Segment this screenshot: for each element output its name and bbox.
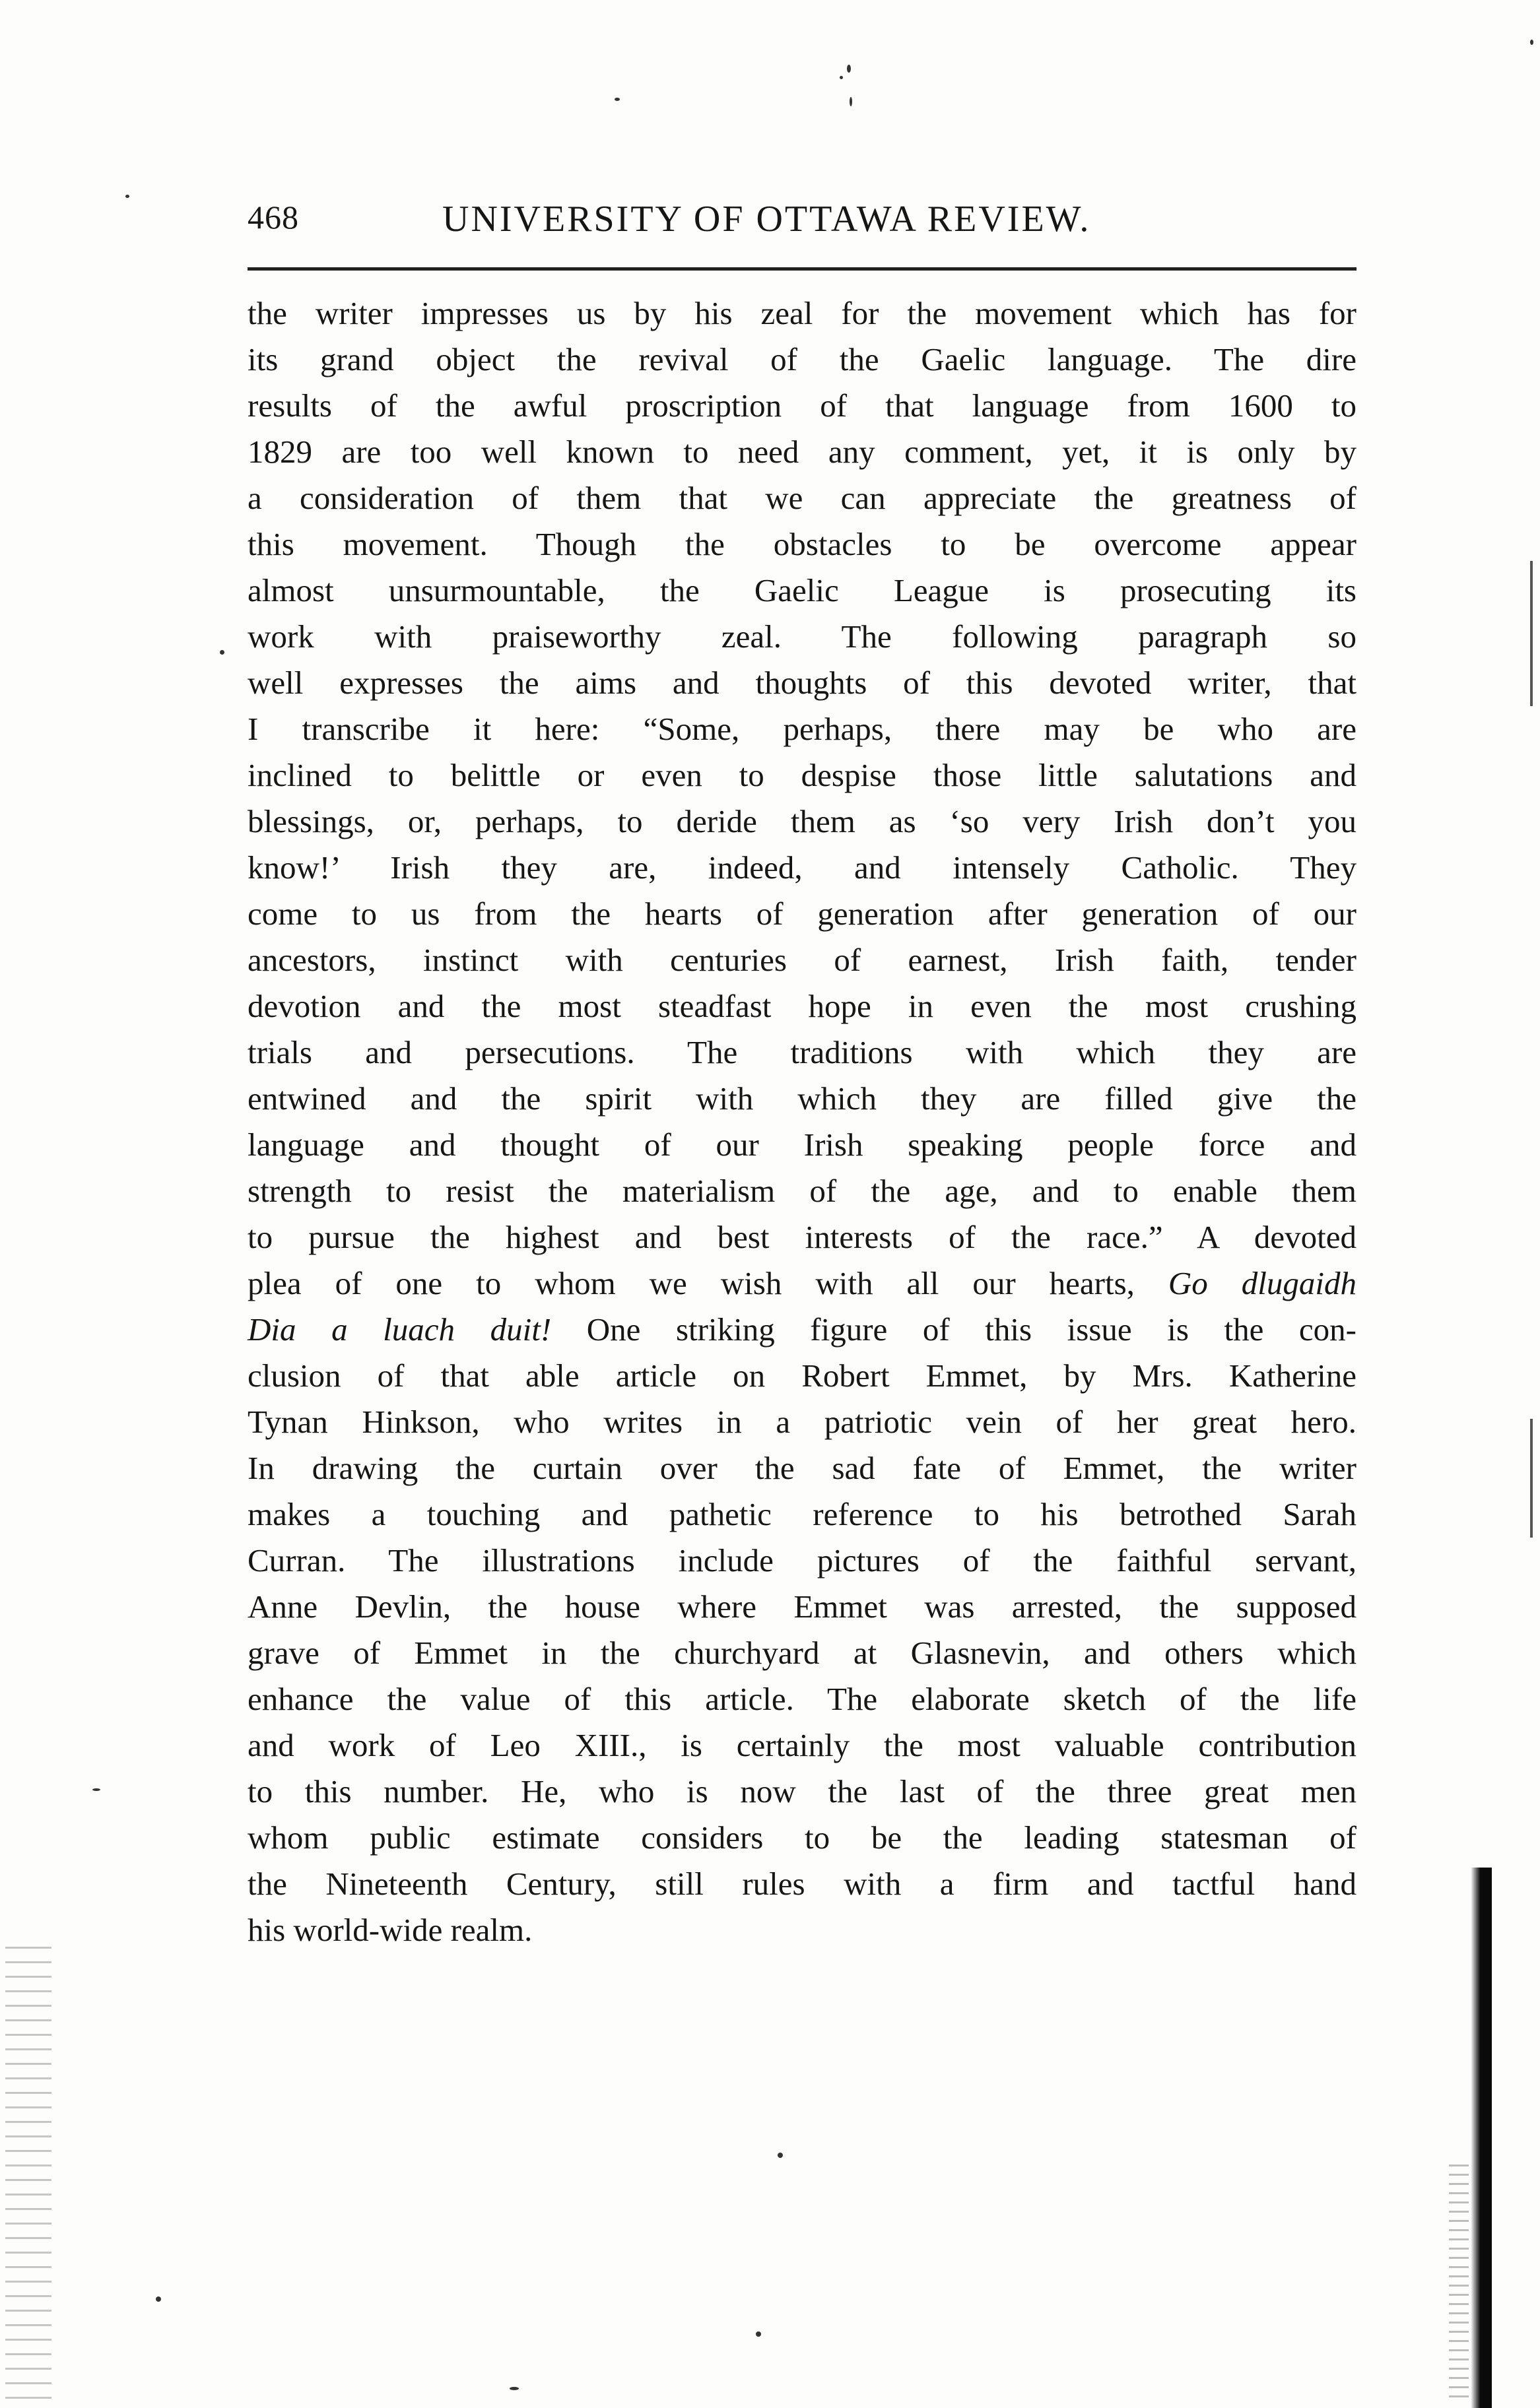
text-line — [248, 475, 1356, 521]
page-header — [248, 198, 1356, 257]
line-text: the Nineteenth Century, still rules with a firm and tactful hand — [248, 1866, 1356, 1902]
line-text: Tynan Hinkson, who writes in a patriotic vein of her great hero. — [248, 1404, 1356, 1440]
line-text: language and thought of our Irish speaking people force and — [248, 1126, 1356, 1163]
text-line — [248, 1907, 1356, 1953]
scan-speck — [1530, 40, 1533, 45]
text-line — [248, 1630, 1356, 1676]
line-text: know!’ Irish they are, indeed, and intensely Catholic. They — [248, 849, 1356, 886]
scan-speck — [847, 65, 851, 73]
line-text: Anne Devlin, the house where Emmet was arrested, the supposed — [248, 1588, 1356, 1625]
line-text: strength to resist the materialism of the age, and to enable them — [248, 1173, 1356, 1209]
text-line — [248, 1353, 1356, 1399]
scan-edge-noise — [5, 1947, 51, 2402]
line-text: almost unsurmountable, the Gaelic League is prosecuting its — [248, 572, 1356, 608]
line-text: inclined to belittle or even to despise those little salutations and — [248, 757, 1356, 793]
scan-speck — [840, 76, 843, 79]
text-line — [248, 1584, 1356, 1630]
text-line — [248, 752, 1356, 798]
text-line — [248, 1861, 1356, 1907]
line-text: ancestors, instinct with centuries of earnest, Irish faith, tender — [248, 942, 1356, 978]
line-text: Curran. The illustrations include pictures of the faithful servant, — [248, 1542, 1356, 1578]
line-text: In drawing the curtain over the sad fate of Emmet, the writer — [248, 1450, 1356, 1486]
line-text: this movement. Though the obstacles to be overcome appear — [248, 526, 1356, 562]
header-rule — [248, 267, 1356, 271]
text-line — [248, 290, 1356, 337]
line-text: to this number. He, who is now the last of the three great men — [248, 1773, 1356, 1809]
page-number: 468 — [248, 199, 299, 236]
text-line — [248, 337, 1356, 383]
text-line — [248, 1491, 1356, 1538]
line-text: his world-wide realm. — [248, 1912, 533, 1948]
scan-speck — [92, 1788, 100, 1791]
text-line — [248, 1168, 1356, 1214]
text-line — [248, 937, 1356, 983]
running-title: UNIVERSITY OF OTTAWA REVIEW. — [442, 199, 1091, 240]
text-line — [248, 1122, 1356, 1168]
scan-speck — [756, 2331, 761, 2337]
text-line — [248, 1029, 1356, 1076]
binding-shadow — [1471, 1868, 1492, 2408]
text-line — [248, 521, 1356, 568]
text-line — [248, 1260, 1356, 1307]
line-text: results of the awful proscription of that language from 1600 to — [248, 387, 1356, 424]
scan-speck — [510, 2387, 519, 2390]
line-text: clusion of that able article on Robert Emmet, by Mrs. Katherine — [248, 1357, 1356, 1394]
text-line — [248, 798, 1356, 845]
text-line — [248, 1445, 1356, 1491]
line-text: I transcribe it here: “Some, perhaps, there may be who are — [248, 711, 1356, 747]
text-line — [248, 383, 1356, 429]
line-text: plea of one to whom we wish with all our hearts, — [248, 1265, 1135, 1301]
text-line — [248, 845, 1356, 891]
text-line — [248, 1815, 1356, 1861]
text-line — [248, 1399, 1356, 1445]
scan-speck — [125, 195, 129, 198]
scan-speck — [850, 97, 852, 106]
text-line — [248, 614, 1356, 660]
article-body — [248, 290, 1356, 1953]
text-line — [248, 568, 1356, 614]
text-line — [248, 429, 1356, 475]
scan-edge-noise — [1449, 2164, 1469, 2402]
scan-speck — [615, 98, 620, 101]
line-text: to pursue the highest and best interests of the race.” A devoted — [248, 1219, 1356, 1255]
line-text: whom public estimate considers to be the leading statesman of — [248, 1819, 1356, 1856]
irish-phrase: Dia a luach duit! — [248, 1311, 552, 1348]
line-text: 1829 are too well known to need any comment, yet, it is only by — [248, 434, 1356, 470]
text-line — [248, 1307, 1356, 1353]
line-text: work with praiseworthy zeal. The following paragraph so — [248, 618, 1356, 655]
line-text: enhance the value of this article. The elaborate sketch of the life — [248, 1681, 1356, 1717]
text-line — [248, 1214, 1356, 1260]
line-text: One striking figure of this issue is the con- — [586, 1311, 1356, 1348]
text-line — [248, 1769, 1356, 1815]
text-line — [248, 1676, 1356, 1722]
scan-speck — [778, 2153, 783, 2158]
line-text: makes a touching and pathetic reference to his betrothed Sarah — [248, 1496, 1356, 1532]
irish-phrase: Go dlugaidh — [1168, 1265, 1356, 1301]
text-line — [248, 706, 1356, 752]
text-line — [248, 891, 1356, 937]
line-text: its grand object the revival of the Gaelic language. The dire — [248, 341, 1356, 377]
line-text: entwined and the spirit with which they are filled give the — [248, 1080, 1356, 1117]
scan-edge-mark — [1530, 1419, 1533, 1538]
line-text: devotion and the most steadfast hope in even the most crushing — [248, 988, 1356, 1024]
line-text: well expresses the aims and thoughts of this devoted writer, that — [248, 665, 1356, 701]
line-text: a consideration of them that we can appreciate the greatness of — [248, 480, 1356, 516]
scan-speck — [156, 2296, 161, 2302]
line-text: come to us from the hearts of generation after generation of our — [248, 895, 1356, 932]
text-line — [248, 660, 1356, 706]
line-text: and work of Leo XIII., is certainly the most valuable contribution — [248, 1727, 1356, 1763]
text-line — [248, 1076, 1356, 1122]
line-text: the writer impresses us by his zeal for the movement which has for — [248, 295, 1356, 331]
text-line — [248, 1538, 1356, 1584]
text-line — [248, 1722, 1356, 1769]
scan-edge-mark — [1530, 561, 1533, 706]
scan-speck — [220, 650, 224, 655]
line-text: grave of Emmet in the churchyard at Glasnevin, and others which — [248, 1635, 1356, 1671]
text-line — [248, 983, 1356, 1029]
line-text: blessings, or, perhaps, to deride them as ‘so very Irish don’t you — [248, 803, 1356, 839]
line-text: trials and persecutions. The traditions with which they are — [248, 1034, 1356, 1070]
